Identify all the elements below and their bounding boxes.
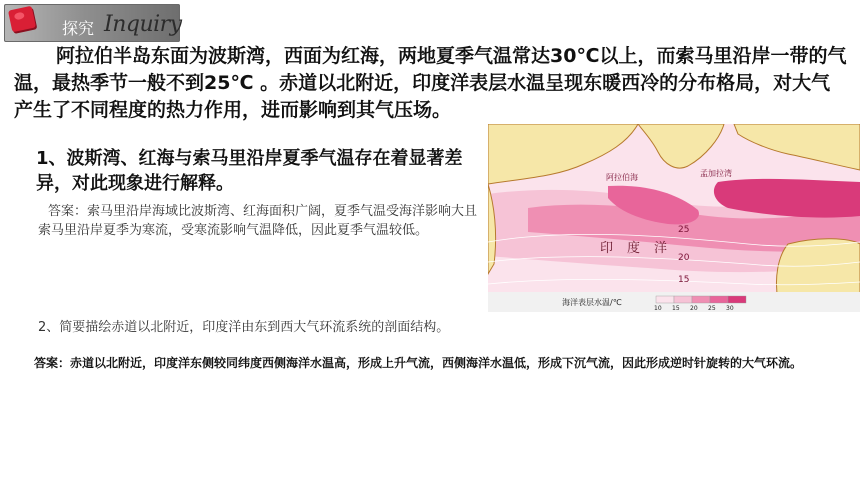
- question-1: 1、波斯湾、红海与索马里沿岸夏季气温存在着显著差异，对此现象进行解释。: [36, 148, 463, 194]
- isotherm-label-20: 20: [678, 253, 690, 263]
- section-header: [4, 4, 180, 42]
- legend-swatch: [674, 296, 692, 303]
- legend-tick: 25: [708, 305, 716, 312]
- question-2: 2、简要描绘赤道以北附近，印度洋由东到西大气环流系统的剖面结构。: [38, 320, 450, 335]
- section-tag-english: Inquiry: [104, 12, 182, 37]
- sea-surface-temperature-map: [488, 124, 860, 312]
- place-label-arabian-sea: 阿拉伯海: [606, 173, 638, 182]
- isotherm-label-25: 25: [678, 225, 690, 235]
- answer-1-text: 答案：索马里沿岸海域比波斯湾、红海面积广阔，夏季气温受海洋影响大且索马里沿岸夏季为寒流，受寒流影响气温降低，因此夏季气温较低。: [38, 204, 478, 238]
- place-label-bay-of-bengal: 孟加拉湾: [700, 169, 732, 178]
- red-badge-icon: [8, 6, 36, 33]
- legend-swatch: [728, 296, 746, 303]
- section-tag: 探究: [62, 19, 95, 38]
- legend-swatch: [656, 296, 674, 303]
- answer-2: [22, 355, 822, 372]
- intro-paragraph: [14, 43, 848, 124]
- legend-tick: 30: [726, 305, 734, 312]
- isotherm-label-15: 15: [678, 275, 690, 285]
- answer-1: [38, 202, 478, 240]
- legend-swatch: [710, 296, 728, 303]
- legend-swatch: [692, 296, 710, 303]
- land-australia: [776, 239, 860, 300]
- map-graphic: [488, 124, 860, 312]
- legend-tick: 20: [690, 305, 698, 312]
- intro-text: 阿拉伯半岛东面为波斯湾，西面为红海，两地夏季气温常达30℃以上，而索马里沿岸一带的气温，最热季节一般不到25℃ 。赤道以北附近，印度洋表层水温呈现东暖西冷的分布格局，对大气产生了不同程度的热力作用，进而影响到其气压场。: [14, 45, 847, 121]
- legend-swatches: [656, 296, 746, 303]
- legend-tick: 10: [654, 305, 662, 312]
- legend-tick: 15: [672, 305, 680, 312]
- answer-2-text: 答案：赤道以北附近，印度洋东侧较同纬度西侧海洋水温高，形成上升气流，西侧海洋水温低，形成下沉气流，因此形成逆时针旋转的大气环流。: [34, 356, 803, 370]
- legend-title: 海洋表层水温/℃: [562, 298, 622, 307]
- sea-label-indian-ocean: 印度洋: [600, 241, 682, 256]
